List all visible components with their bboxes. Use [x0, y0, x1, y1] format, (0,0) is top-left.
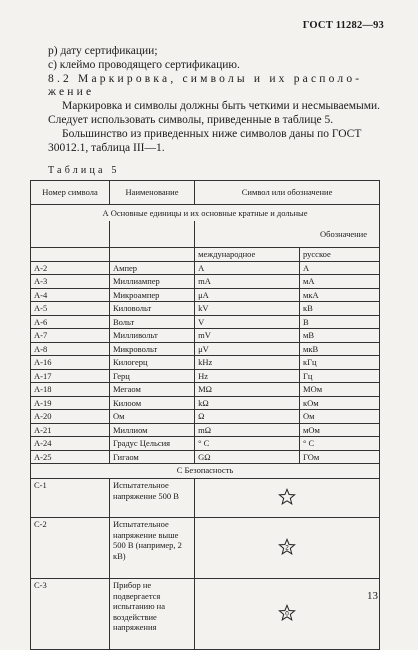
table-row	[31, 369, 380, 383]
symbol-code: А-20	[31, 410, 110, 424]
unit-rows	[31, 261, 380, 464]
paragraph-2a: Большинство из приведенных ниже символов даны по ГОСТ	[62, 128, 362, 140]
blank-cell	[109, 221, 194, 248]
symbol-russian: ° С	[300, 437, 380, 451]
blank-cell	[109, 248, 194, 262]
paragraph-2b: 30012.1, таблица III—1.	[48, 142, 165, 154]
table-row	[31, 356, 380, 370]
symbol-code: А-3	[31, 275, 110, 289]
table-row	[31, 261, 380, 275]
header-code: Номер символа	[31, 181, 110, 205]
symbol-international: μA	[195, 288, 300, 302]
symbol-international: μV	[195, 342, 300, 356]
symbol-code: А-2	[31, 261, 110, 275]
star-0-icon	[195, 579, 380, 650]
section-heading-cont: жение	[48, 86, 95, 98]
symbol-code: А-18	[31, 383, 110, 397]
unit-name: Ом	[109, 410, 194, 424]
sub-header-international: международное	[195, 248, 300, 262]
sub-header-russian: русское	[300, 248, 380, 262]
symbol-international: mA	[195, 275, 300, 289]
symbol-international: kHz	[195, 356, 300, 370]
table-row	[31, 275, 380, 289]
designation-label: Обозначение	[195, 221, 380, 248]
unit-name: Киловольт	[109, 302, 194, 316]
section-heading: 8.2 Маркировка, символы и их располо-	[48, 73, 363, 85]
symbol-international: V	[195, 315, 300, 329]
symbol-russian: В	[300, 315, 380, 329]
symbol-code: А-16	[31, 356, 110, 370]
symbol-code: А-8	[31, 342, 110, 356]
symbol-russian: кОм	[300, 396, 380, 410]
section-a-title: А Основные единицы и их основные кратные и дольные	[31, 205, 380, 222]
symbol-russian: кВ	[300, 302, 380, 316]
symbol-international: kΩ	[195, 396, 300, 410]
symbol-russian: А	[300, 261, 380, 275]
symbol-code: А-6	[31, 315, 110, 329]
unit-name: Градус Цельсия	[109, 437, 194, 451]
symbol-international: Ω	[195, 410, 300, 424]
table-row	[31, 383, 380, 397]
symbol-code: А-5	[31, 302, 110, 316]
symbol-russian: мкВ	[300, 342, 380, 356]
unit-name: Миллиом	[109, 423, 194, 437]
table-row	[31, 302, 380, 316]
table-row	[31, 410, 380, 424]
section-c-title: С Безопасность	[31, 464, 380, 479]
table-caption: Таблица 5	[48, 165, 120, 176]
symbols-table	[30, 180, 380, 650]
symbol-code: А-17	[31, 369, 110, 383]
symbol-russian: мОм	[300, 423, 380, 437]
safety-name: Испытательное напряжение 500 В	[109, 479, 194, 518]
symbol-code: А-21	[31, 423, 110, 437]
symbol-russian: мА	[300, 275, 380, 289]
symbol-international: MΩ	[195, 383, 300, 397]
symbol-russian: мВ	[300, 329, 380, 343]
table-row	[31, 396, 380, 410]
header-symbol: Символ или обозначение	[195, 181, 380, 205]
safety-name: Прибор не подвергается испытанию на воздействие напряжения	[109, 579, 194, 650]
symbol-code: А-24	[31, 437, 110, 451]
paragraph-1a: Маркировка и символы должны быть четкими и несмываемыми.	[62, 100, 381, 112]
symbol-international: mV	[195, 329, 300, 343]
symbol-russian: кГц	[300, 356, 380, 370]
symbol-international: Hz	[195, 369, 300, 383]
table-row	[31, 315, 380, 329]
symbol-code: А-7	[31, 329, 110, 343]
unit-name: Килогерц	[109, 356, 194, 370]
unit-name: Милливольт	[109, 329, 194, 343]
table-row	[31, 288, 380, 302]
paragraph-1b: Следует использовать символы, приведенные в таблице 5.	[48, 114, 334, 126]
unit-name: Микровольт	[109, 342, 194, 356]
star-icon	[195, 479, 380, 518]
table-row	[31, 329, 380, 343]
header-name: Наименование	[109, 181, 194, 205]
symbol-international: mΩ	[195, 423, 300, 437]
safety-code: С-3	[31, 579, 110, 650]
symbol-international: ° C	[195, 437, 300, 451]
unit-name: Миллиампер	[109, 275, 194, 289]
unit-name: Герц	[109, 369, 194, 383]
standard-number: ГОСТ 11282—93	[302, 20, 384, 31]
symbol-russian: ГОм	[300, 450, 380, 464]
symbol-code: А-19	[31, 396, 110, 410]
blank-cell	[31, 221, 110, 248]
table-row	[31, 342, 380, 356]
symbol-code: А-4	[31, 288, 110, 302]
safety-name: Испытательное напряжение выше 500 В (например, 2 кВ)	[109, 518, 194, 579]
unit-name: Гигаом	[109, 450, 194, 464]
star-2-icon	[195, 518, 380, 579]
unit-name: Вольт	[109, 315, 194, 329]
item-r: р) дату сертификации;	[48, 45, 158, 57]
unit-name: Микроампер	[109, 288, 194, 302]
safety-code: С-1	[31, 479, 110, 518]
symbol-international: A	[195, 261, 300, 275]
star-2-label: 2	[285, 544, 289, 552]
symbol-international: GΩ	[195, 450, 300, 464]
symbol-russian: МОм	[300, 383, 380, 397]
table-row	[31, 450, 380, 464]
safety-code: С-2	[31, 518, 110, 579]
unit-name: Ампер	[109, 261, 194, 275]
symbol-russian: Гц	[300, 369, 380, 383]
page-number: 13	[367, 590, 378, 602]
blank-cell	[31, 248, 110, 262]
table-row	[31, 423, 380, 437]
item-s: с) клеймо проводящего сертификацию.	[48, 59, 240, 71]
symbol-code: А-25	[31, 450, 110, 464]
table-row	[31, 437, 380, 451]
symbol-russian: Ом	[300, 410, 380, 424]
unit-name: Мегаом	[109, 383, 194, 397]
star-0-label: 0	[285, 610, 289, 618]
unit-name: Килоом	[109, 396, 194, 410]
symbol-russian: мкА	[300, 288, 380, 302]
symbol-international: kV	[195, 302, 300, 316]
